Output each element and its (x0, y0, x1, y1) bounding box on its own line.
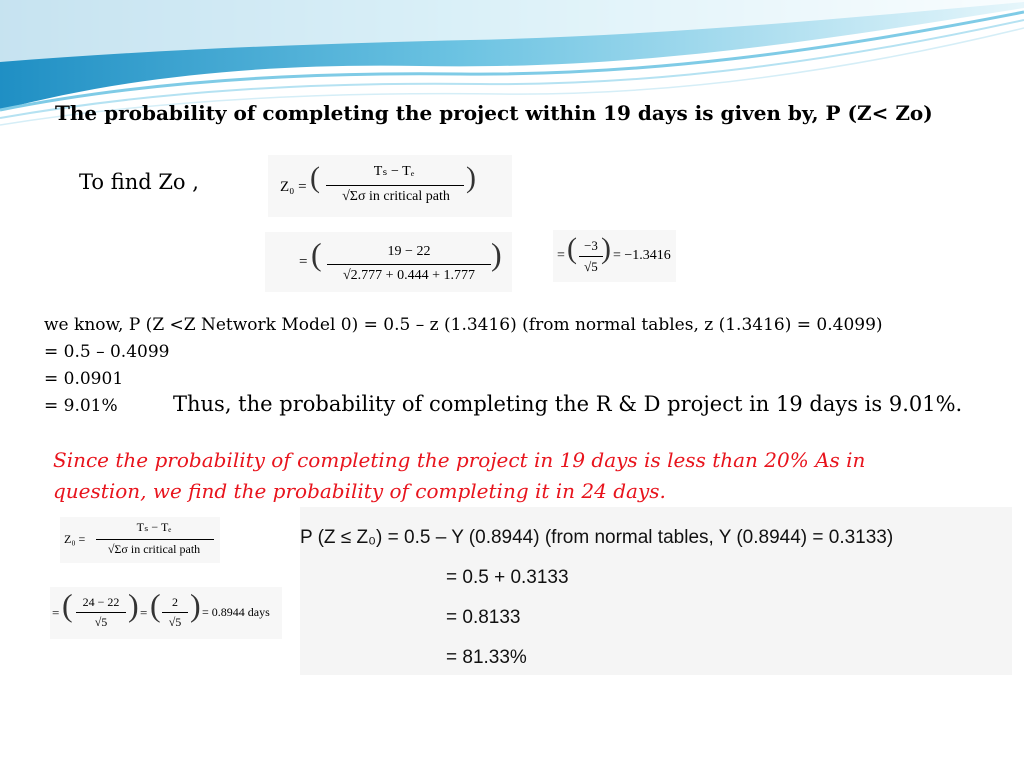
substitution-formula-image (265, 232, 512, 292)
z0-formula-image-2 (60, 517, 220, 563)
left-paren: ( (310, 161, 320, 194)
fraction-bar (327, 264, 491, 265)
num2: 2 (172, 595, 178, 609)
result-value: = −1.3416 (613, 248, 671, 263)
z0-numerator: Tₛ − Tₑ (136, 520, 172, 534)
z0-denominator: √Σσ in critical path (342, 189, 450, 204)
left-paren: ( (150, 587, 161, 623)
derivation-line: we know, P (Z <Z Network Model 0) = 0.5 – z (1.3416) (from normal tables, z (1.3416) = 0.4099) (44, 315, 883, 335)
z0-numerator: Tₛ − Tₑ (373, 164, 415, 179)
equals-sign: = (557, 248, 565, 263)
result-line-3: = 0.8133 (446, 607, 521, 628)
fraction-bar (76, 612, 126, 613)
right-paren: ) (128, 587, 139, 623)
den2: √5 (168, 615, 182, 629)
result-line-4: = 81.33% (446, 647, 527, 668)
z0-24-days-image (50, 587, 282, 639)
sub-denominator: √2.777 + 0.444 + 1.777 (343, 268, 475, 283)
red-note: Since the probability of completing the project in 19 days is less than 20% As in question, we find the probability of completing it in 24 days. (53, 448, 866, 503)
left-paren: ( (62, 587, 73, 623)
derivation-line: = 0.0901 (44, 369, 124, 389)
sub-numerator: 19 − 22 (387, 244, 431, 259)
equals-sign: = (140, 605, 148, 620)
right-paren: ) (491, 236, 502, 272)
z0-formula-image (268, 155, 512, 217)
derivation-line: = 9.01% (44, 396, 118, 416)
fraction-bar (162, 612, 188, 613)
equals-sign: = (52, 605, 60, 620)
num1: 24 − 22 (82, 595, 120, 609)
z0-result-image (553, 230, 676, 282)
result-denominator: √5 (584, 259, 598, 274)
fraction-bar (326, 185, 464, 186)
slide-heading: The probability of completing the project within 19 days is given by, P (Z< Zo) (55, 101, 933, 125)
fraction-bar (579, 256, 603, 257)
fraction-bar (96, 539, 214, 540)
z0-lhs: Z₀ = (64, 532, 86, 546)
right-paren: ) (190, 587, 201, 623)
derivation-line: = 0.5 – 0.4099 (44, 342, 170, 362)
left-paren: ( (567, 232, 577, 265)
result-days: = 0.8944 days (202, 605, 270, 619)
right-paren: ) (466, 161, 476, 194)
z0-denominator: √Σσ in critical path (107, 542, 201, 556)
result-numerator: −3 (584, 238, 598, 253)
den1: √5 (94, 615, 108, 629)
equals-sign: = (299, 254, 308, 270)
result-line-1: P (Z ≤ Z₀) = 0.5 – Y (0.8944) (from normal tables, Y (0.8944) = 0.3133) (300, 527, 894, 548)
to-find-label: To find Zo , (79, 170, 199, 194)
z0-lhs: Z₀ = (280, 179, 307, 195)
result-line-2: = 0.5 + 0.3133 (446, 567, 569, 588)
probability-result-image (300, 507, 1012, 675)
conclusion-text: Thus, the probability of completing the R & D project in 19 days is 9.01%. (173, 392, 963, 416)
right-paren: ) (601, 232, 611, 265)
left-paren: ( (311, 236, 322, 272)
